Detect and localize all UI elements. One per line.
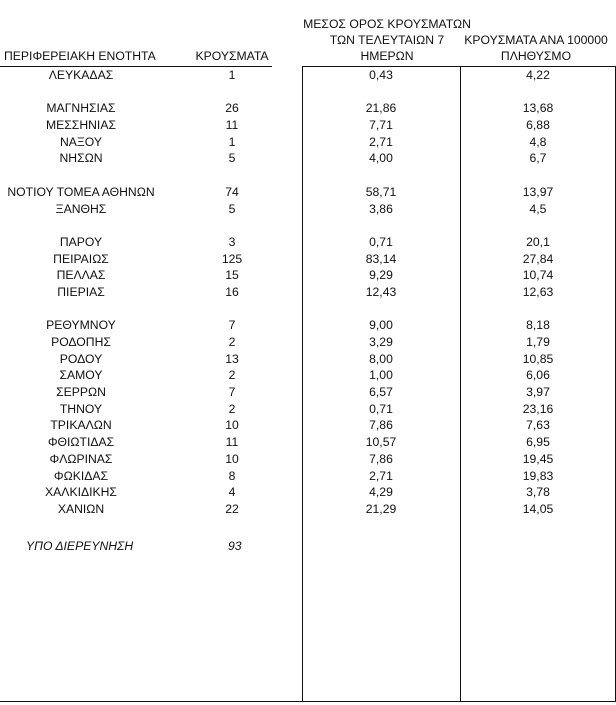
region-cell: ΜΑΓΝΗΣΙΑΣ	[46, 101, 116, 116]
rate-cell: 27,84	[522, 251, 554, 266]
rate-cell: 19,83	[522, 468, 554, 483]
cases-cell: 5	[228, 201, 236, 216]
cases-cell: 11	[225, 118, 239, 133]
cases-cell: 125	[221, 251, 243, 266]
region-cell: ΜΕΣΣΗΝΙΑΣ	[45, 118, 116, 133]
table-row	[0, 468, 616, 485]
avg-cell: 12,43	[365, 284, 397, 299]
avg-cell: 7,86	[369, 418, 393, 433]
rate-cell: 19,45	[522, 451, 554, 466]
under-investigation-label: ΥΠΟ ΔΙΕΡΕΥΝΗΣΗ	[26, 539, 134, 553]
table-row	[0, 134, 616, 151]
region-cell: ΞΑΝΘΗΣ	[55, 201, 107, 216]
cases-cell: 13	[225, 351, 239, 366]
header-rate-line-2: ΠΛΗΘΥΣΜΟ	[500, 49, 572, 63]
cases-cell: 7	[228, 385, 236, 400]
header-avg-line-1: ΜΕΣΟΣ ΟΡΟΣ ΚΡΟΥΣΜΑΤΩΝ	[303, 17, 471, 31]
cases-cell: 15	[225, 268, 239, 283]
rate-cell: 3,97	[526, 385, 550, 400]
cases-cell: 26	[225, 101, 239, 116]
region-cell: ΤΗΝΟΥ	[59, 401, 103, 416]
region-cell: ΠΕΙΡΑΙΩΣ	[53, 251, 109, 266]
cases-cell: 10	[225, 451, 239, 466]
avg-cell: 4,29	[369, 485, 393, 500]
cases-cell: 1	[228, 134, 236, 149]
rate-cell: 6,95	[526, 435, 550, 450]
spacer-row	[0, 84, 616, 101]
cases-cell: 2	[228, 335, 236, 349]
table-row	[0, 184, 616, 201]
cases-cell: 4	[228, 485, 236, 500]
rate-cell: 10,85	[522, 351, 554, 366]
table-body	[0, 67, 616, 518]
avg-cell: 83,14	[365, 251, 397, 266]
cases-cell: 3	[228, 234, 236, 249]
rate-cell: 4,5	[529, 201, 547, 216]
region-cell: ΣΕΡΡΩΝ	[56, 385, 106, 400]
table-row	[0, 201, 616, 218]
rate-cell: 6,7	[529, 151, 547, 166]
cases-cell: 2	[228, 368, 236, 383]
cases-cell: 10	[225, 418, 239, 433]
table-row	[0, 100, 616, 117]
table-row	[0, 384, 616, 401]
region-cell: ΠΙΕΡΙΑΣ	[57, 284, 105, 299]
avg-cell: 2,71	[369, 134, 393, 149]
rate-cell: 1,79	[526, 335, 550, 349]
header-cases: ΚΡΟΥΣΜΑΤΑ	[195, 49, 269, 63]
under-investigation-row	[0, 538, 616, 554]
rate-cell: 13,68	[522, 101, 554, 116]
table-row	[0, 267, 616, 284]
cases-cell: 74	[225, 184, 239, 199]
table-row	[0, 117, 616, 134]
cases-cell: 2	[228, 401, 236, 416]
avg-cell: 3,86	[369, 201, 393, 216]
avg-cell: 21,29	[365, 501, 397, 516]
table-row	[0, 334, 616, 351]
rate-cell: 13,97	[522, 184, 554, 199]
region-cell: ΦΛΩΡΙΝΑΣ	[49, 451, 113, 466]
region-cell: ΣΑΜΟΥ	[59, 368, 103, 383]
region-cell: ΝΑΞΟΥ	[59, 134, 103, 149]
region-cell: ΠΕΛΛΑΣ	[56, 268, 106, 283]
avg-cell: 9,00	[369, 318, 393, 333]
table-row	[0, 234, 616, 251]
spacer-row	[0, 217, 616, 234]
table-row	[0, 284, 616, 301]
avg-cell: 10,57	[365, 435, 397, 450]
table-row	[0, 451, 616, 468]
avg-cell: 4,00	[369, 151, 393, 166]
table-row	[0, 150, 616, 167]
region-cell: ΧΑΝΙΩΝ	[57, 501, 105, 516]
rate-cell: 23,16	[522, 401, 554, 416]
avg-cell: 21,86	[365, 101, 397, 116]
table-row	[0, 351, 616, 368]
region-cell: ΡΕΘΥΜΝΟΥ	[46, 318, 116, 333]
rate-cell: 4,8	[529, 134, 547, 149]
header-rate-line-1: ΚΡΟΥΣΜΑΤΑ ΑΝΑ 100000	[464, 33, 608, 47]
rate-cell: 20,1	[526, 234, 550, 249]
avg-cell: 6,57	[369, 385, 393, 400]
cases-cell: 1	[228, 68, 236, 82]
avg-cell: 1,00	[369, 368, 393, 383]
rate-cell: 6,88	[526, 118, 550, 133]
avg-cell: 9,29	[369, 268, 393, 283]
region-cell: ΦΩΚΙΔΑΣ	[53, 468, 109, 483]
region-cell: ΧΑΛΚΙΔΙΚΗΣ	[45, 485, 117, 500]
avg-cell: 2,71	[369, 468, 393, 483]
avg-cell: 58,71	[365, 184, 397, 199]
cases-cell: 5	[228, 151, 236, 166]
region-cell: ΦΘΙΩΤΙΔΑΣ	[47, 435, 115, 450]
cases-cell: 8	[228, 468, 236, 483]
rate-cell: 8,18	[526, 318, 550, 333]
avg-cell: 0,43	[369, 68, 393, 82]
rate-cell: 7,63	[526, 418, 550, 433]
region-cell: ΡΟΔΟΠΗΣ	[51, 335, 111, 349]
table-row	[0, 367, 616, 384]
cases-cell: 7	[228, 318, 236, 333]
avg-cell: 3,29	[369, 335, 393, 349]
rate-cell: 14,05	[522, 501, 554, 516]
table-row	[0, 484, 616, 501]
header-region: ΠΕΡΙΦΕΡΕΙΑΚΗ ΕΝΟΤΗΤΑ	[4, 49, 156, 63]
header-seven-day-average	[302, 16, 472, 64]
table-row	[0, 317, 616, 334]
avg-cell: 7,86	[369, 451, 393, 466]
region-cell: ΝΟΤΙΟΥ ΤΟΜΕΑ ΑΘΗΝΩΝ	[7, 184, 155, 199]
region-cell: ΡΟΔΟΥ	[59, 351, 103, 366]
avg-cell: 0,71	[369, 401, 393, 416]
table-row	[0, 434, 616, 451]
header-avg-line-3: ΗΜΕΡΩΝ	[360, 49, 414, 63]
avg-cell: 0,71	[369, 234, 393, 249]
header-avg-line-2: ΤΩΝ ΤΕΛΕΥΤΑΙΩΝ 7	[329, 33, 445, 47]
region-cell: ΛΕΥΚΑΔΑΣ	[48, 68, 114, 82]
region-cell: ΤΡΙΚΑΛΩΝ	[50, 418, 112, 433]
spacer-row	[0, 301, 616, 318]
table-row	[0, 401, 616, 418]
rate-cell: 3,78	[526, 485, 550, 500]
spacer-row	[0, 167, 616, 184]
table-row	[0, 251, 616, 268]
table-row	[0, 67, 616, 84]
region-cell: ΝΗΣΩΝ	[59, 151, 103, 166]
avg-cell: 8,00	[369, 351, 393, 366]
header-rate-per-100000	[456, 32, 616, 64]
cases-cell: 22	[225, 501, 239, 516]
cases-cell: 11	[225, 435, 239, 450]
under-investigation-cases: 93	[228, 539, 242, 553]
rate-cell: 12,63	[522, 284, 554, 299]
rate-cell: 6,06	[526, 368, 550, 383]
rate-cell: 4,22	[526, 68, 550, 82]
table-bottom-border	[0, 701, 616, 702]
cases-cell: 16	[225, 284, 239, 299]
rate-cell: 10,74	[522, 268, 554, 283]
table-row	[0, 417, 616, 434]
table-row	[0, 501, 616, 518]
region-cell: ΠΑΡΟΥ	[59, 234, 103, 249]
avg-cell: 7,71	[369, 118, 393, 133]
